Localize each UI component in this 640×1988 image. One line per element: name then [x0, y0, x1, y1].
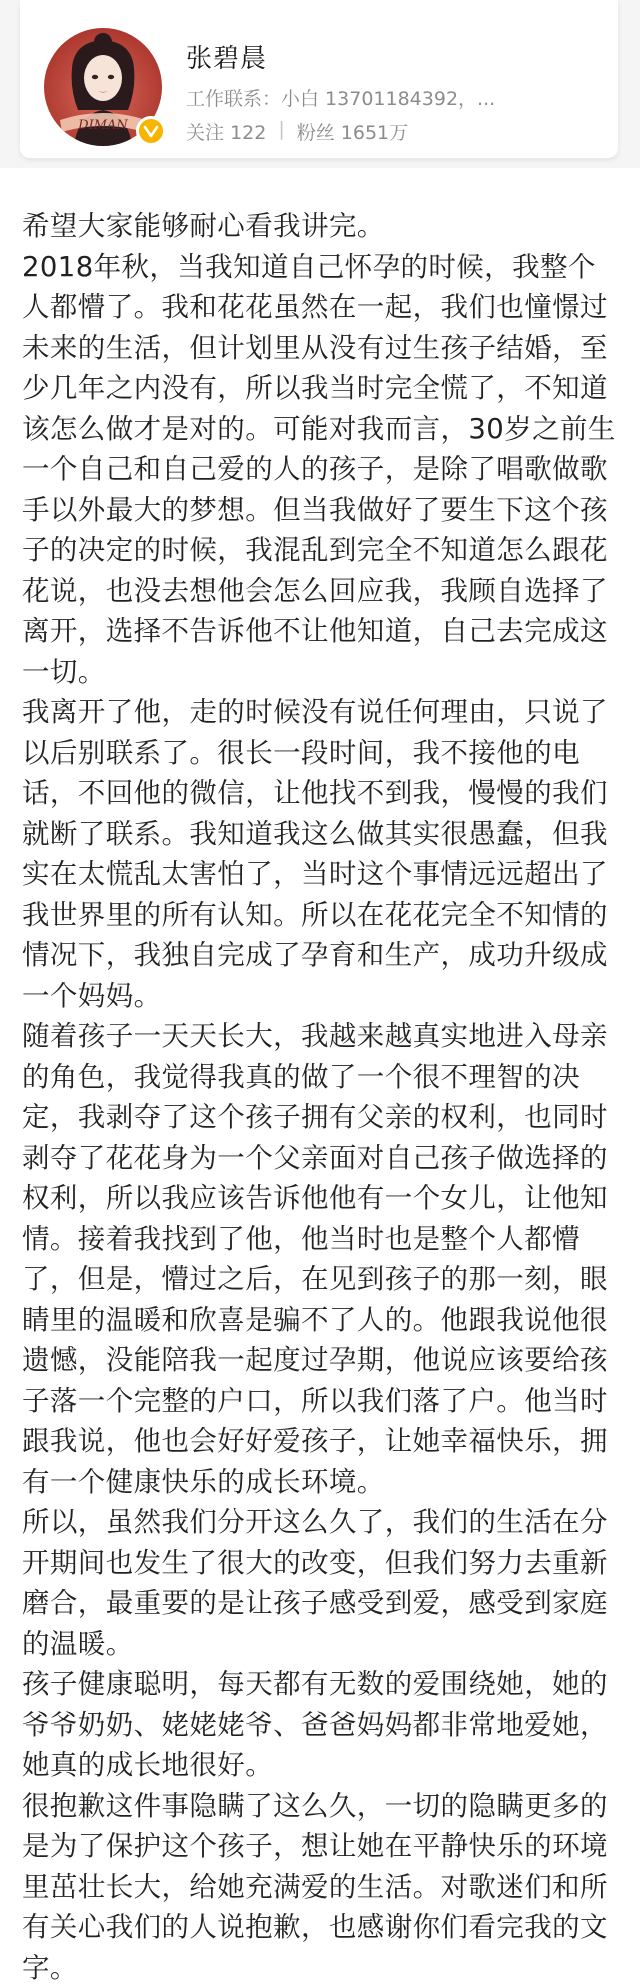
contact-value: 小白 13701184392，...: [281, 88, 495, 110]
profile-stats: [186, 118, 408, 145]
post-paragraph: 很抱歉这件事隐瞒了这么久，一切的隐瞒更多的是为了保护这个孩子，想让她在平静快乐的环境里茁壮长大，给她充满爱的生活。对歌迷们和所有关心我们的人说抱歉，也感谢你们看完我的文字。: [22, 1786, 620, 1988]
verified-v-icon: [143, 123, 159, 139]
post-paragraph: 2018年秋，当我知道自己怀孕的时候，我整个人都懵了。我和花花虽然在一起，我们也憧憬过未来的生活，但计划里从没有过生孩子结婚，至少几年之内没有，所以我当时完全慌了，不知道该怎么做才是对的。可能对我而言，30岁之前生一个自己和自己爱的人的孩子，是除了唱歌做歌手以外最大的梦想。但当我做好了要生下这个孩子的决定的时候，我混乱到完全不知道怎么跟花花说，也没去想他会怎么回应我，我顾自选择了离开，选择不告诉他不让他知道，自己去完成这一切。: [22, 247, 620, 693]
profile-card[interactable]: [20, 0, 618, 158]
svg-text:DIMAN: DIMAN: [77, 118, 128, 133]
contact-label: 工作联系：: [186, 88, 281, 110]
following-count: 122: [230, 122, 266, 144]
contact-info: [186, 84, 495, 111]
post-body: [22, 206, 620, 1988]
post-paragraph: 随着孩子一天天长大，我越来越真实地进入母亲的角色，我觉得我真的做了一个很不理智的决定，我剥夺了这个孩子拥有父亲的权利，也同时剥夺了花花身为一个父亲面对自己孩子做选择的权利，所以我应该告诉他他有一个女儿，让他知情。接着我找到了他，他当时也是整个人都懵了，但是，懵过之后，在见到孩子的那一刻，眼睛里的温暖和欣喜是骗不了人的。他跟我说他很遗憾，没能陪我一起度过孕期，他说应该要给孩子落一个完整的户口，所以我们落了户。他当时跟我说，他也会好好爱孩子，让她幸福快乐，拥有一个健康快乐的成长环境。: [22, 1016, 620, 1502]
stats-divider: |: [274, 118, 288, 145]
post-paragraph: 希望大家能够耐心看我讲完。: [22, 206, 620, 247]
following-label: 关注: [186, 122, 224, 144]
post-paragraph: 我离开了他，走的时候没有说任何理由，只说了以后别联系了。很长一段时间，我不接他的电话，不回他的微信，让他找不到我，慢慢的我们就断了联系。我知道我这么做其实很愚蠢，但我实在太慌乱太害怕了，当时这个事情远远超出了我世界里的所有认知。所以在花花完全不知情的情况下，我独自完成了孕育和生产，成功升级成一个妈妈。: [22, 692, 620, 1016]
profile-name[interactable]: 张碧晨: [186, 38, 267, 75]
followers-label: 粉丝: [297, 122, 335, 144]
following-stat[interactable]: [186, 118, 266, 145]
followers-stat[interactable]: [297, 118, 408, 145]
post-paragraph: 所以，虽然我们分开这么久了，我们的生活在分开期间也发生了很大的改变，但我们努力去重新磨合，最重要的是让孩子感受到爱，感受到家庭的温暖。: [22, 1502, 620, 1664]
verified-badge: [136, 116, 166, 146]
post-paragraph: 孩子健康聪明，每天都有无数的爱围绕她，她的爷爷奶奶、姥姥姥爷、爸爸妈妈都非常地爱她，她真的成长地很好。: [22, 1664, 620, 1786]
followers-count: 1651万: [341, 122, 408, 144]
